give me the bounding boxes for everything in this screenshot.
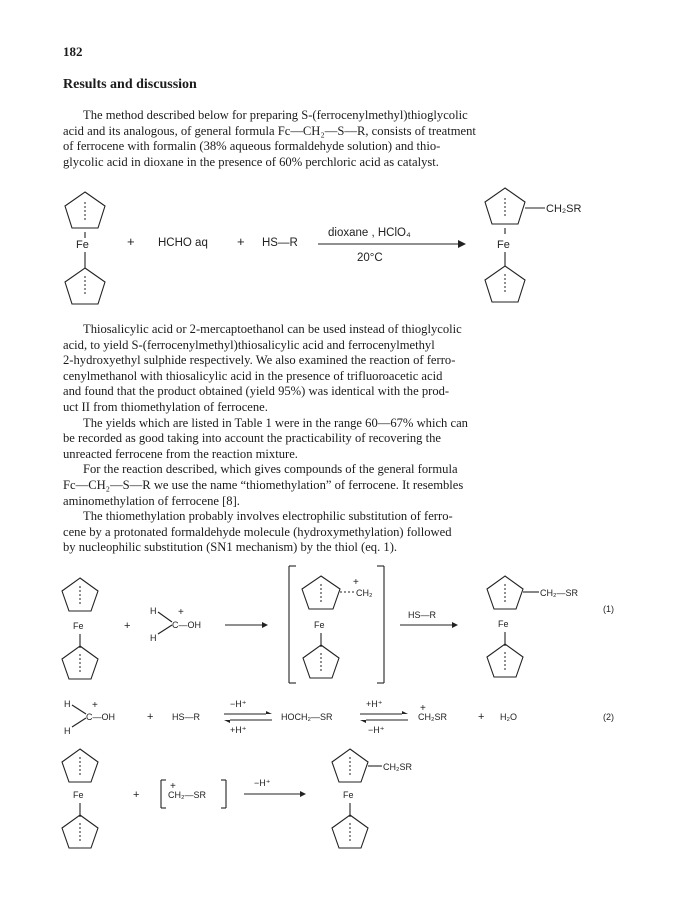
svg-text:+: + <box>353 577 359 588</box>
reaction-scheme-1 <box>0 180 680 320</box>
text-line: and found that the product obtained (yield 95%) was identical with the prod- <box>63 384 450 399</box>
text-line: by nucleophilic substitution (SN1 mechanism) by the thiol (eq. 1). <box>63 540 398 555</box>
svg-text:+: + <box>420 703 426 714</box>
text-line: 2-hydroxyethyl sulphide respectively. We also examined the reaction of ferro- <box>63 353 456 368</box>
fe-label: Fe <box>76 239 89 251</box>
fe-label: Fe <box>498 619 509 629</box>
fe-label: Fe <box>314 620 325 630</box>
text-line: Fc—CH₂—S—R we use the name “thiomethylation” of ferrocene. It resembles <box>63 477 464 492</box>
equation-number: (1) <box>603 604 614 614</box>
section-heading: Results and discussion <box>63 77 197 92</box>
fe-label: Fe <box>497 239 510 251</box>
text-line: be recorded as good taking into account the practicability of recovering the <box>63 431 442 446</box>
fe-label: Fe <box>343 790 354 800</box>
thiol-reagent: HS—R <box>172 712 201 722</box>
text-line: The yields which are listed in Table 1 were in the range 60—67% which can <box>83 415 468 430</box>
equation-1 <box>0 560 680 690</box>
arrow-conditions-top: dioxane , HClO₄ <box>328 227 411 239</box>
arrow-reagent: HS—R <box>408 610 437 620</box>
hydroxymethyl-sulfide: HOCH₂—SR <box>281 712 333 722</box>
ferrocene-product <box>485 188 581 302</box>
equation-number: (2) <box>603 712 614 722</box>
plus-sign: + <box>127 234 135 249</box>
text-line: aminomethylation of ferrocene [8]. <box>63 493 240 508</box>
svg-text:C—OH: C—OH <box>86 712 115 722</box>
product-group-label: CH₂SR <box>383 762 412 772</box>
svg-text:+H⁺: +H⁺ <box>230 725 247 735</box>
ferrocene-product <box>332 749 412 848</box>
svg-text:H: H <box>64 726 71 736</box>
plus-sign: + <box>124 620 131 632</box>
svg-text:+: + <box>170 781 176 792</box>
svg-text:+: + <box>92 700 98 711</box>
protonated-formaldehyde <box>150 606 201 643</box>
text-line: For the reaction described, which gives compounds of the general formula <box>83 462 458 477</box>
fe-label: Fe <box>73 621 84 631</box>
svg-text:+H⁺: +H⁺ <box>366 699 383 709</box>
svg-text:CH₂: CH₂ <box>356 588 373 598</box>
svg-text:H: H <box>64 699 71 709</box>
plus-sign: + <box>237 234 245 249</box>
text-line: acid, to yield S-(ferrocenylmethyl)thiosalicylic acid and ferrocenylmethyl <box>63 337 435 352</box>
ferrocene-reactant <box>65 192 105 304</box>
equation-3 <box>0 744 680 874</box>
plus-sign: + <box>133 789 140 801</box>
ferrocene-reactant <box>62 749 98 848</box>
svg-text:C—OH: C—OH <box>172 620 201 630</box>
text-line: uct II from thiomethylation of ferrocene. <box>63 399 268 414</box>
product-group-label: CH₂SR <box>546 203 582 215</box>
water: H₂O <box>500 712 517 722</box>
svg-text:−H⁺: −H⁺ <box>254 778 271 788</box>
svg-text:CH₂—SR: CH₂—SR <box>168 790 206 800</box>
fe-label: Fe <box>73 790 84 800</box>
protonated-formaldehyde <box>64 699 115 736</box>
page-number: 182 <box>63 44 83 59</box>
svg-text:H: H <box>150 633 157 643</box>
carbocation: CH₂SR <box>418 712 447 722</box>
svg-text:−H⁺: −H⁺ <box>368 725 385 735</box>
ferrocene-reactant <box>62 578 98 679</box>
text-line: unreacted ferrocene from the reaction mixture. <box>63 446 298 461</box>
text-line: acid and its analogous, of general formula Fc—CH₂—S—R, consists of treatment <box>63 123 476 138</box>
reagent-thiol: HS—R <box>262 237 298 249</box>
svg-text:H: H <box>150 606 157 616</box>
text-line: of ferrocene with formalin (38% aqueous formaldehyde solution) and thio- <box>63 139 441 154</box>
svg-text:+: + <box>178 607 184 618</box>
product-group-label: CH₂—SR <box>540 588 578 598</box>
text-line: Thiosalicylic acid or 2-mercaptoethanol can be used instead of thioglycolic <box>83 322 462 336</box>
text-line: cene by a protonated formaldehyde molecule (hydroxymethylation) followed <box>63 524 452 539</box>
thiomethyl-cation <box>161 780 226 808</box>
plus-sign: + <box>147 711 154 723</box>
text-line: The thiomethylation probably involves electrophilic substitution of ferro- <box>83 509 453 524</box>
sigma-complex-intermediate <box>289 566 384 683</box>
text-line: cenylmethanol with thiosalicylic acid in the presence of trifluoroacetic acid <box>63 368 443 383</box>
svg-text:−H⁺: −H⁺ <box>230 699 247 709</box>
text-line: glycolic acid in dioxane in the presence of 60% perchloric acid as catalyst. <box>63 154 439 169</box>
text-line: The method described below for preparing S-(ferrocenylmethyl)thioglycolic <box>83 108 468 122</box>
equation-2 <box>0 690 680 742</box>
plus-sign: + <box>478 711 485 723</box>
reagent-formaldehyde: HCHO aq <box>158 237 208 249</box>
paragraph-intro <box>63 108 620 170</box>
paragraph-discussion <box>63 322 620 556</box>
arrow-conditions-bottom: 20°C <box>357 252 383 264</box>
ferrocene-product <box>487 576 578 677</box>
